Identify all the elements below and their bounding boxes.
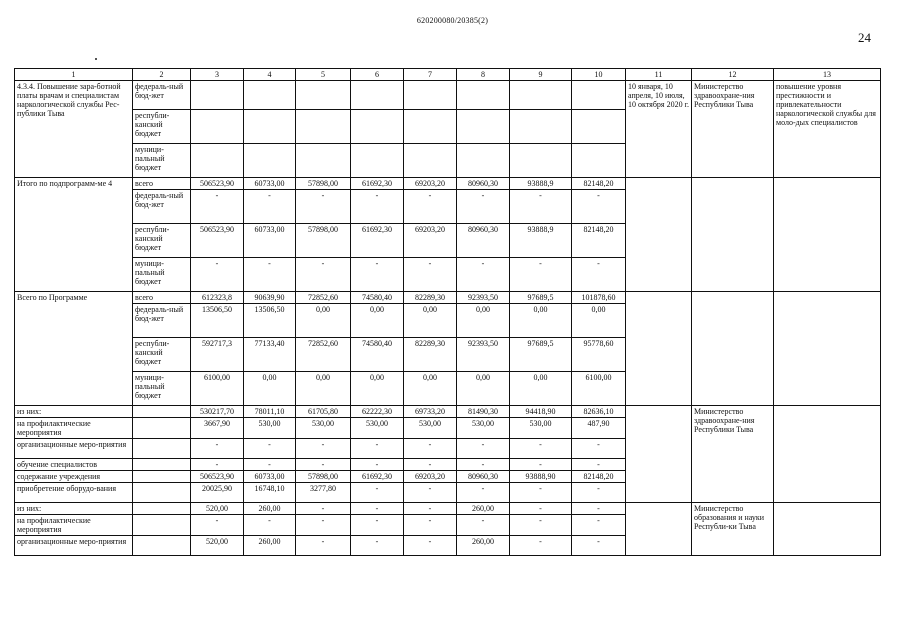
expense-category: на профилактические мероприятия xyxy=(15,515,133,536)
executor-cell: Министерство здравоохране-ния Республики Тыва xyxy=(692,406,774,503)
value-cell: - xyxy=(457,439,510,459)
value-cell: - xyxy=(296,515,351,536)
blank-cell xyxy=(626,292,692,406)
value-cell: 3277,80 xyxy=(296,483,351,503)
value-cell: - xyxy=(510,459,572,471)
value-cell: - xyxy=(351,439,404,459)
value-cell: 0,00 xyxy=(351,304,404,338)
value-cell: 82636,10 xyxy=(572,406,626,418)
scan-speck xyxy=(95,58,97,60)
value-cell: 530,00 xyxy=(244,418,296,439)
value-cell: 260,00 xyxy=(457,536,510,556)
value-cell: 530,00 xyxy=(296,418,351,439)
value-cell: 16748,10 xyxy=(244,483,296,503)
value-cell: - xyxy=(296,536,351,556)
value-cell: 260,00 xyxy=(244,536,296,556)
value-cell: 530,00 xyxy=(510,418,572,439)
expense-category: на профилактические мероприятия xyxy=(15,418,133,439)
value-cell xyxy=(191,110,244,144)
value-cell: 82148,20 xyxy=(572,471,626,483)
executor-cell: Министерство здравоохране-ния Республики Тыва xyxy=(692,81,774,178)
value-cell xyxy=(572,110,626,144)
value-cell: - xyxy=(510,536,572,556)
value-cell: - xyxy=(191,439,244,459)
funding-source: муници-пальный бюджет xyxy=(133,144,191,178)
blank-cell xyxy=(626,406,692,503)
value-cell: 94418,90 xyxy=(510,406,572,418)
value-cell: 506523,90 xyxy=(191,224,244,258)
value-cell: 97689,5 xyxy=(510,338,572,372)
blank-cell xyxy=(774,292,881,406)
header-cell: 6 xyxy=(351,69,404,81)
expense-category: приобретение оборудо-вания xyxy=(15,483,133,503)
value-cell: 77133,40 xyxy=(244,338,296,372)
value-cell xyxy=(510,81,572,110)
value-cell: 0,00 xyxy=(351,372,404,406)
header-cell: 8 xyxy=(457,69,510,81)
value-cell: - xyxy=(510,258,572,292)
value-cell: 95778,60 xyxy=(572,338,626,372)
value-cell xyxy=(457,144,510,178)
value-cell xyxy=(351,81,404,110)
value-cell: 82148,20 xyxy=(572,178,626,190)
value-cell xyxy=(351,110,404,144)
blank-cell xyxy=(626,178,692,292)
value-cell xyxy=(296,144,351,178)
value-cell: - xyxy=(351,503,404,515)
value-cell: - xyxy=(244,190,296,224)
funding-source: федераль-ный бюд-жет xyxy=(133,81,191,110)
value-cell: - xyxy=(510,515,572,536)
value-cell: - xyxy=(510,190,572,224)
value-cell: - xyxy=(404,483,457,503)
value-cell: - xyxy=(404,459,457,471)
value-cell: 61705,80 xyxy=(296,406,351,418)
value-cell: 6100,00 xyxy=(572,372,626,406)
value-cell xyxy=(244,144,296,178)
value-cell: 57898,00 xyxy=(296,178,351,190)
blank-cell xyxy=(133,439,191,459)
value-cell xyxy=(404,110,457,144)
funding-source: федераль-ный бюд-жет xyxy=(133,190,191,224)
value-cell: - xyxy=(351,190,404,224)
header-cell: 12 xyxy=(692,69,774,81)
value-cell: 20025,90 xyxy=(191,483,244,503)
blank-cell xyxy=(774,406,881,503)
funding-source: всего xyxy=(133,292,191,304)
header-cell: 7 xyxy=(404,69,457,81)
value-cell: 93888,9 xyxy=(510,224,572,258)
value-cell: 530,00 xyxy=(457,418,510,439)
value-cell: - xyxy=(296,439,351,459)
budget-table xyxy=(14,68,881,556)
table-row xyxy=(15,81,881,110)
value-cell: 80960,30 xyxy=(457,471,510,483)
value-cell: 3667,90 xyxy=(191,418,244,439)
value-cell: - xyxy=(296,190,351,224)
blank-cell xyxy=(133,459,191,471)
funding-source: республи-канский бюджет xyxy=(133,110,191,144)
value-cell xyxy=(404,81,457,110)
value-cell: - xyxy=(244,258,296,292)
value-cell: 60733,00 xyxy=(244,471,296,483)
value-cell: 487,90 xyxy=(572,418,626,439)
value-cell: 0,00 xyxy=(404,304,457,338)
value-cell: 72852,60 xyxy=(296,292,351,304)
value-cell: 0,00 xyxy=(244,372,296,406)
funding-source: муници-пальный бюджет xyxy=(133,372,191,406)
value-cell: - xyxy=(457,459,510,471)
value-cell: - xyxy=(191,258,244,292)
value-cell: 0,00 xyxy=(510,372,572,406)
value-cell: - xyxy=(351,459,404,471)
value-cell: - xyxy=(244,439,296,459)
expense-category: организационные меро-приятия xyxy=(15,439,133,459)
value-cell: 260,00 xyxy=(244,503,296,515)
value-cell: - xyxy=(572,439,626,459)
value-cell: - xyxy=(572,258,626,292)
funding-source: муници-пальный бюджет xyxy=(133,258,191,292)
value-cell: 57898,00 xyxy=(296,224,351,258)
value-cell: - xyxy=(191,515,244,536)
blank-cell xyxy=(133,515,191,536)
value-cell: 13506,50 xyxy=(244,304,296,338)
value-cell xyxy=(244,110,296,144)
header-cell: 11 xyxy=(626,69,692,81)
value-cell: 80960,30 xyxy=(457,224,510,258)
value-cell: 82148,20 xyxy=(572,224,626,258)
value-cell xyxy=(572,144,626,178)
value-cell: 530,00 xyxy=(351,418,404,439)
table-row xyxy=(15,406,881,418)
value-cell: 6100,00 xyxy=(191,372,244,406)
value-cell: - xyxy=(510,439,572,459)
blank-cell xyxy=(133,406,191,418)
blank-cell xyxy=(133,471,191,483)
value-cell: 82289,30 xyxy=(404,338,457,372)
page-number: 24 xyxy=(858,30,871,45)
value-cell xyxy=(404,144,457,178)
value-cell: 60733,00 xyxy=(244,224,296,258)
value-cell xyxy=(572,81,626,110)
header-row xyxy=(15,69,881,81)
header-cell: 10 xyxy=(572,69,626,81)
value-cell: - xyxy=(404,439,457,459)
value-cell: 74580,40 xyxy=(351,338,404,372)
value-cell: 530,00 xyxy=(404,418,457,439)
value-cell: - xyxy=(457,483,510,503)
value-cell: - xyxy=(296,459,351,471)
value-cell: 61692,30 xyxy=(351,471,404,483)
value-cell: - xyxy=(351,515,404,536)
table-body xyxy=(15,69,881,556)
value-cell: 69203,20 xyxy=(404,224,457,258)
blank-cell xyxy=(774,503,881,556)
subtotal-label: Итого по подпрограмм-ме 4 xyxy=(15,178,133,292)
value-cell: - xyxy=(244,515,296,536)
value-cell xyxy=(457,81,510,110)
value-cell: 93888,9 xyxy=(510,178,572,190)
value-cell: - xyxy=(404,503,457,515)
expense-category: содержание учреждения xyxy=(15,471,133,483)
deadline-cell: 10 января, 10 апреля, 10 июля, 10 октября 2020 г. xyxy=(626,81,692,178)
document-id: 620200080/20385(2) xyxy=(416,16,489,25)
blank-cell xyxy=(774,178,881,292)
header-cell: 4 xyxy=(244,69,296,81)
header-cell: 3 xyxy=(191,69,244,81)
value-cell xyxy=(457,110,510,144)
value-cell: 0,00 xyxy=(572,304,626,338)
value-cell: 97689,5 xyxy=(510,292,572,304)
value-cell: - xyxy=(457,190,510,224)
value-cell: - xyxy=(296,258,351,292)
blank-cell xyxy=(133,503,191,515)
value-cell: - xyxy=(572,536,626,556)
value-cell: 92393,50 xyxy=(457,292,510,304)
value-cell: - xyxy=(191,190,244,224)
value-cell xyxy=(296,81,351,110)
value-cell: 69203,20 xyxy=(404,178,457,190)
value-cell: - xyxy=(351,483,404,503)
value-cell: 506523,90 xyxy=(191,471,244,483)
table-row xyxy=(15,503,881,515)
blank-cell xyxy=(133,483,191,503)
value-cell: - xyxy=(510,503,572,515)
funding-source: республи-канский бюджет xyxy=(133,338,191,372)
blank-cell xyxy=(626,503,692,556)
expense-category: организационные меро-приятия xyxy=(15,536,133,556)
value-cell xyxy=(191,144,244,178)
value-cell: - xyxy=(191,459,244,471)
header-cell: 1 xyxy=(15,69,133,81)
value-cell: 13506,50 xyxy=(191,304,244,338)
value-cell: 62222,30 xyxy=(351,406,404,418)
blank-cell xyxy=(692,178,774,292)
expense-category: из них: xyxy=(15,406,133,418)
value-cell: - xyxy=(457,258,510,292)
table-row xyxy=(15,178,881,190)
value-cell: 0,00 xyxy=(296,372,351,406)
value-cell xyxy=(296,110,351,144)
value-cell: 61692,30 xyxy=(351,224,404,258)
executor-cell: Министерство образования и науки Республи-ки Тыва xyxy=(692,503,774,556)
value-cell: 61692,30 xyxy=(351,178,404,190)
header-cell: 5 xyxy=(296,69,351,81)
blank-cell xyxy=(133,418,191,439)
value-cell: - xyxy=(572,515,626,536)
header-cell: 2 xyxy=(133,69,191,81)
expense-category: из них: xyxy=(15,503,133,515)
value-cell: 81490,30 xyxy=(457,406,510,418)
funding-source: федераль-ный бюд-жет xyxy=(133,304,191,338)
expense-category: обучение специалистов xyxy=(15,459,133,471)
value-cell: 72852,60 xyxy=(296,338,351,372)
value-cell: 93888,90 xyxy=(510,471,572,483)
value-cell: 80960,30 xyxy=(457,178,510,190)
blank-cell xyxy=(133,536,191,556)
value-cell: 82289,30 xyxy=(404,292,457,304)
value-cell: 0,00 xyxy=(510,304,572,338)
value-cell: - xyxy=(572,503,626,515)
value-cell: 0,00 xyxy=(404,372,457,406)
value-cell xyxy=(191,81,244,110)
value-cell: 57898,00 xyxy=(296,471,351,483)
header-cell: 13 xyxy=(774,69,881,81)
value-cell: - xyxy=(572,190,626,224)
value-cell: 78011,10 xyxy=(244,406,296,418)
value-cell: - xyxy=(457,515,510,536)
value-cell: - xyxy=(404,515,457,536)
header-cell: 9 xyxy=(510,69,572,81)
total-label: Всего по Программе xyxy=(15,292,133,406)
value-cell xyxy=(510,144,572,178)
value-cell: - xyxy=(510,483,572,503)
value-cell: - xyxy=(404,536,457,556)
funding-source: республи-канский бюджет xyxy=(133,224,191,258)
value-cell: 530217,70 xyxy=(191,406,244,418)
table-row xyxy=(15,292,881,304)
value-cell: - xyxy=(404,190,457,224)
value-cell: 101878,60 xyxy=(572,292,626,304)
value-cell xyxy=(244,81,296,110)
value-cell: 520,00 xyxy=(191,503,244,515)
value-cell: 90639,90 xyxy=(244,292,296,304)
value-cell: - xyxy=(244,459,296,471)
value-cell: 0,00 xyxy=(457,372,510,406)
value-cell xyxy=(510,110,572,144)
value-cell: - xyxy=(351,536,404,556)
value-cell: - xyxy=(296,503,351,515)
value-cell: 92393,50 xyxy=(457,338,510,372)
measure-name: 4.3.4. Повышение зара-ботной платы врачам и специалистам наркологической службы Рес-публики Тыва xyxy=(15,81,133,178)
value-cell: 260,00 xyxy=(457,503,510,515)
value-cell xyxy=(351,144,404,178)
result-cell: повышение уровня престижности и привлекательности наркологической службы для моло-дых специалистов xyxy=(774,81,881,178)
value-cell: 592717,3 xyxy=(191,338,244,372)
value-cell: 69733,20 xyxy=(404,406,457,418)
value-cell: - xyxy=(572,483,626,503)
value-cell: 506523,90 xyxy=(191,178,244,190)
value-cell: 0,00 xyxy=(296,304,351,338)
value-cell: - xyxy=(404,258,457,292)
value-cell: 74580,40 xyxy=(351,292,404,304)
value-cell: 612323,8 xyxy=(191,292,244,304)
value-cell: - xyxy=(351,258,404,292)
value-cell: 0,00 xyxy=(457,304,510,338)
value-cell: - xyxy=(572,459,626,471)
funding-source: всего xyxy=(133,178,191,190)
value-cell: 60733,00 xyxy=(244,178,296,190)
value-cell: 520,00 xyxy=(191,536,244,556)
blank-cell xyxy=(692,292,774,406)
value-cell: 69203,20 xyxy=(404,471,457,483)
